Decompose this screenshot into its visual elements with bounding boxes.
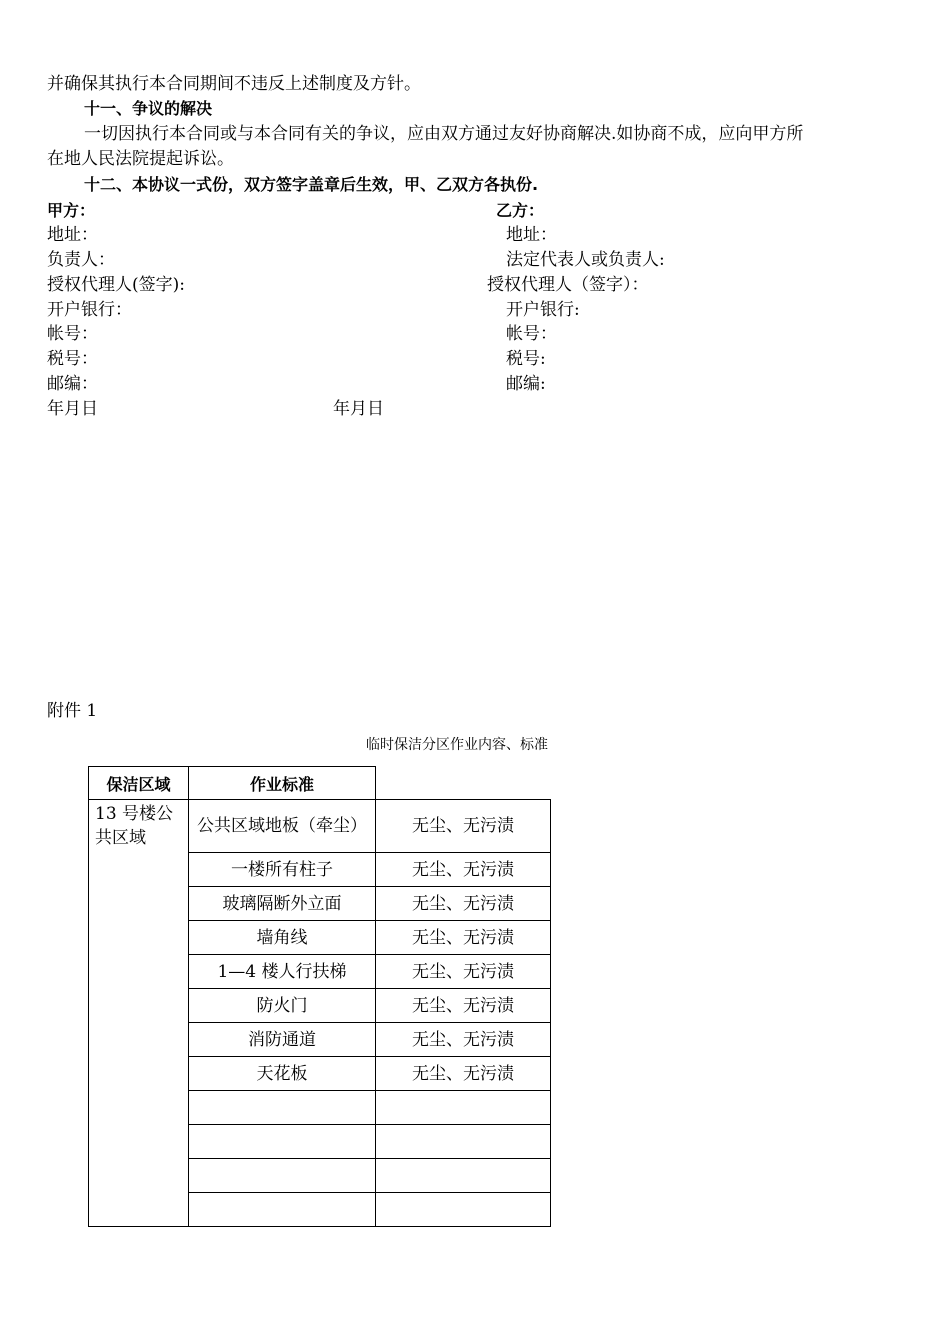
party-b-title: 乙方： — [496, 201, 545, 220]
party-b-postcode: 邮编: — [506, 374, 546, 394]
paragraph-line: 一切因执行本合同或与本合同有关的争议，应由双方通过友好协商解决.如协商不成，应向甲方所 — [84, 124, 804, 144]
party-b-head: 法定代表人或负责人: — [506, 250, 665, 270]
table-header-row — [89, 767, 551, 800]
party-b-address: 地址： — [506, 225, 557, 245]
party-a-date: 年月日 — [47, 399, 98, 419]
standard-cell: 无尘、无污渍 — [376, 800, 551, 853]
section-heading-12: 十二、本协议一式份，双方签字盖章后生效，甲、乙双方各执份. — [84, 175, 539, 194]
party-a-bank: 开户银行： — [47, 300, 132, 320]
attachment-caption: 临时保洁分区作业内容、标准 — [366, 737, 548, 753]
party-a-postcode: 邮编： — [47, 374, 98, 394]
item-cell: 一楼所有柱子 — [189, 853, 376, 887]
paragraph-line: 在地人民法院提起诉讼。 — [47, 149, 234, 169]
party-a-address: 地址： — [47, 225, 98, 245]
standard-cell: 无尘、无污渍 — [376, 853, 551, 887]
attachment-label: 附件 1 — [47, 701, 98, 721]
area-cell: 13 号楼公共区域 — [89, 800, 189, 1227]
item-cell: 消防通道 — [189, 1023, 376, 1057]
standard-cell: 无尘、无污渍 — [376, 921, 551, 955]
header-empty — [376, 767, 551, 800]
party-a-account: 帐号： — [47, 324, 98, 344]
header-area: 保洁区域 — [89, 767, 189, 800]
paragraph-line: 并确保其执行本合同期间不违反上述制度及方针。 — [47, 74, 421, 94]
party-a-agent: 授权代理人(签字): — [47, 275, 185, 295]
standard-cell: 无尘、无污渍 — [376, 1057, 551, 1091]
party-a-title: 甲方： — [47, 201, 96, 220]
party-a-head: 负责人： — [47, 250, 115, 270]
party-b-tax: 税号: — [506, 349, 546, 369]
standard-cell: 无尘、无污渍 — [376, 955, 551, 989]
party-b-agent: 授权代理人（签字）： — [487, 275, 649, 295]
standard-cell: 无尘、无污渍 — [376, 887, 551, 921]
party-b-bank: 开户银行: — [506, 300, 580, 320]
item-cell: 天花板 — [189, 1057, 376, 1091]
table-row — [89, 800, 551, 853]
section-heading-11: 十一、争议的解决 — [84, 99, 213, 118]
cleaning-standards-table — [88, 766, 551, 1227]
item-cell: 公共区域地板（牵尘） — [189, 800, 376, 853]
standard-cell: 无尘、无污渍 — [376, 1023, 551, 1057]
item-cell: 墙角线 — [189, 921, 376, 955]
item-cell: 防火门 — [189, 989, 376, 1023]
party-b-account: 帐号： — [506, 324, 557, 344]
header-standard: 作业标准 — [189, 767, 376, 800]
standard-cell: 无尘、无污渍 — [376, 989, 551, 1023]
party-a-tax: 税号： — [47, 349, 98, 369]
item-cell: 玻璃隔断外立面 — [189, 887, 376, 921]
party-b-date: 年月日 — [333, 399, 384, 419]
item-cell: 1—4 楼人行扶梯 — [189, 955, 376, 989]
